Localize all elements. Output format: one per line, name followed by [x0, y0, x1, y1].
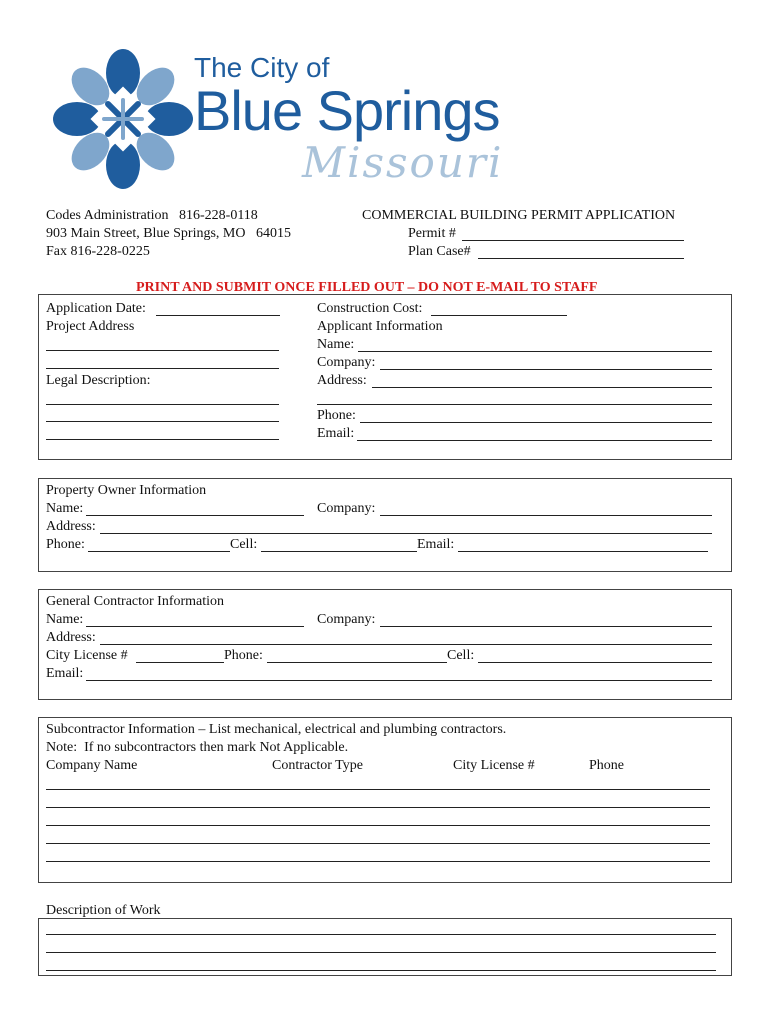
- applicant-info-label: Applicant Information: [317, 319, 443, 334]
- project-address-field-2[interactable]: [46, 368, 279, 369]
- office-address: 903 Main Street, Blue Springs, MO 64015: [46, 226, 291, 241]
- work-description-line-3[interactable]: [46, 970, 716, 971]
- permit-field[interactable]: [462, 240, 684, 241]
- applicant-phone-label: Phone:: [317, 408, 356, 423]
- legal-description-field-3[interactable]: [46, 439, 279, 440]
- subcontractor-row-5[interactable]: [46, 861, 710, 862]
- owner-phone-field[interactable]: [88, 551, 230, 552]
- column-phone: Phone: [589, 758, 624, 773]
- construction-cost-field[interactable]: [431, 315, 567, 316]
- work-description-line-1[interactable]: [46, 934, 716, 935]
- application-date-field[interactable]: [156, 315, 280, 316]
- fax-number: Fax 816-228-0225: [46, 244, 150, 259]
- owner-phone-label: Phone:: [46, 537, 85, 552]
- owner-address-label: Address:: [46, 519, 96, 534]
- star-emblem-icon: [52, 48, 194, 190]
- applicant-address-label: Address:: [317, 373, 367, 388]
- legal-description-field-1[interactable]: [46, 404, 279, 405]
- owner-address-field[interactable]: [100, 533, 712, 534]
- column-contractor-type: Contractor Type: [272, 758, 363, 773]
- applicant-name-field[interactable]: [358, 351, 712, 352]
- owner-heading: Property Owner Information: [46, 483, 207, 498]
- applicant-phone-field[interactable]: [360, 422, 712, 423]
- column-company-name: Company Name: [46, 758, 138, 773]
- column-city-license: City License #: [453, 758, 535, 773]
- contractor-name-field[interactable]: [86, 626, 304, 627]
- plan-case-label: Plan Case#: [408, 244, 471, 259]
- applicant-address-field[interactable]: [372, 387, 712, 388]
- contractor-address-label: Address:: [46, 630, 96, 645]
- legal-description-label: Legal Description:: [46, 373, 151, 388]
- contractor-license-label: City License #: [46, 648, 128, 663]
- subcontractor-row-3[interactable]: [46, 825, 710, 826]
- owner-company-label: Company:: [317, 501, 376, 516]
- plan-case-field[interactable]: [478, 258, 684, 259]
- work-heading: Description of Work: [46, 903, 161, 918]
- logo-state-name: Missouri: [302, 138, 504, 187]
- work-description-line-2[interactable]: [46, 952, 716, 953]
- contractor-phone-field[interactable]: [267, 662, 447, 663]
- contractor-address-field[interactable]: [100, 644, 712, 645]
- contractor-heading: General Contractor Information: [46, 594, 225, 609]
- project-address-label: Project Address: [46, 319, 135, 334]
- contractor-company-label: Company:: [317, 612, 376, 627]
- applicant-address-field-2[interactable]: [317, 404, 712, 405]
- subcontractor-note: Note: If no subcontractors then mark Not Applicable.: [46, 740, 349, 755]
- applicant-company-label: Company:: [317, 355, 376, 370]
- submission-notice: PRINT AND SUBMIT ONCE FILLED OUT – DO NOT E-MAIL TO STAFF: [136, 280, 598, 295]
- subcontractor-row-1[interactable]: [46, 789, 710, 790]
- owner-company-field[interactable]: [380, 515, 712, 516]
- contractor-phone-label: Phone:: [224, 648, 263, 663]
- application-date-label: Application Date:: [46, 301, 146, 316]
- contractor-company-field[interactable]: [380, 626, 712, 627]
- contractor-name-label: Name:: [46, 612, 84, 627]
- description-of-work-section: [38, 918, 732, 976]
- project-address-field-1[interactable]: [46, 350, 279, 351]
- applicant-email-label: Email:: [317, 426, 355, 441]
- subcontractor-heading: Subcontractor Information – List mechanical, electrical and plumbing contractors.: [46, 722, 507, 737]
- owner-email-label: Email:: [417, 537, 455, 552]
- owner-email-field[interactable]: [458, 551, 708, 552]
- form-title: COMMERCIAL BUILDING PERMIT APPLICATION: [362, 208, 676, 223]
- applicant-name-label: Name:: [317, 337, 355, 352]
- owner-cell-label: Cell:: [230, 537, 258, 552]
- owner-name-field[interactable]: [86, 515, 304, 516]
- department-line: Codes Administration 816-228-0118: [46, 208, 258, 223]
- contractor-license-field[interactable]: [136, 662, 224, 663]
- contractor-cell-field[interactable]: [478, 662, 712, 663]
- contractor-email-label: Email:: [46, 666, 84, 681]
- applicant-company-field[interactable]: [380, 369, 712, 370]
- owner-name-label: Name:: [46, 501, 84, 516]
- permit-label: Permit #: [408, 226, 456, 241]
- contractor-cell-label: Cell:: [447, 648, 475, 663]
- contractor-email-field[interactable]: [86, 680, 712, 681]
- logo-title-line2: Blue Springs: [194, 79, 500, 142]
- legal-description-field-2[interactable]: [46, 421, 279, 422]
- subcontractor-row-4[interactable]: [46, 843, 710, 844]
- applicant-email-field[interactable]: [357, 440, 712, 441]
- city-logo: [52, 48, 592, 198]
- logo-title-line1: The City of: [194, 52, 330, 83]
- subcontractor-row-2[interactable]: [46, 807, 710, 808]
- construction-cost-label: Construction Cost:: [317, 301, 423, 316]
- owner-cell-field[interactable]: [261, 551, 417, 552]
